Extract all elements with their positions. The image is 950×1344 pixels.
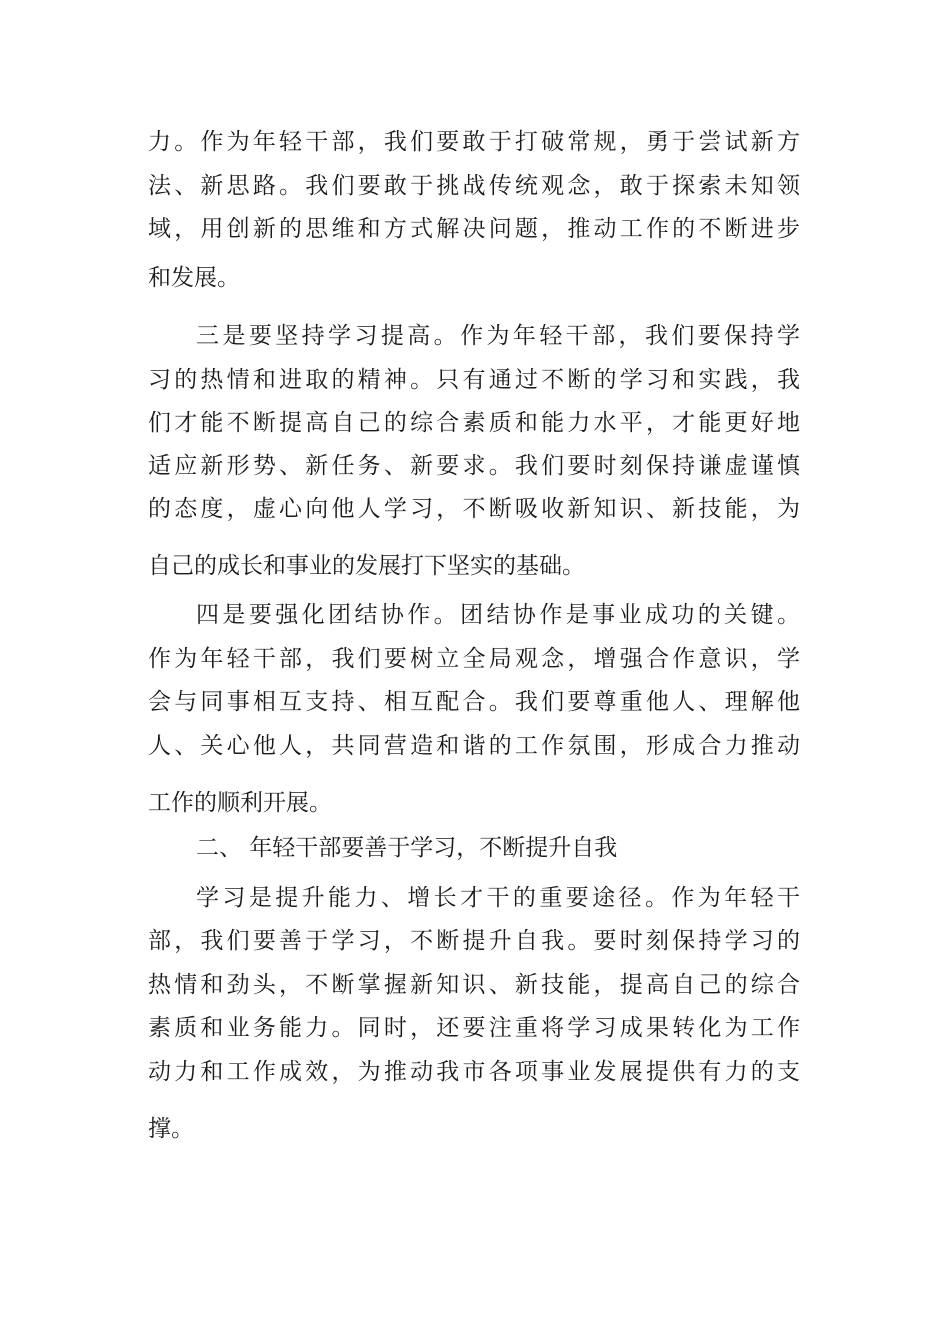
text-line: 撑。 [148, 1116, 194, 1142]
text-line: 人、关心他人，共同营造和谐的工作氛围，形成合力推动 [148, 733, 800, 759]
text-line: 适应新形势、新任务、新要求。我们要时刻保持谦虚谨慎 [148, 453, 800, 479]
text-line: 和发展。 [148, 265, 240, 291]
text-line: 作为年轻干部，我们要树立全局观念，增强合作意识，学 [148, 646, 800, 672]
text-line: 自己的成长和事业的发展打下坚实的基础。 [148, 553, 585, 579]
text-line: 的态度，虚心向他人学习，不断吸收新知识、新技能，为 [148, 496, 800, 522]
text-line: 工作的顺利开展。 [148, 790, 332, 816]
text-line: 会与同事相互支持、相互配合。我们要尊重他人、理解他 [148, 689, 800, 715]
text-line: 动力和工作成效，为推动我市各项事业发展提供有力的支 [148, 1059, 800, 1085]
text-line: 们才能不断提高自己的综合素质和能力水平，才能更好地 [148, 410, 800, 436]
paragraph-start-line: 学习是提升能力、增长才干的重要途径。作为年轻干 [196, 885, 800, 911]
text-line: 部，我们要善于学习，不断提升自我。要时刻保持学习的 [148, 928, 800, 954]
text-line: 习的热情和进取的精神。只有通过不断的学习和实践，我 [148, 367, 800, 393]
text-line: 热情和劲头，不断掌握新知识、新技能，提高自己的综合 [148, 972, 800, 998]
text-line: 域，用创新的思维和方式解决问题，推动工作的不断进步 [148, 216, 800, 242]
text-line: 素质和业务能力。同时，还要注重将学习成果转化为工作 [148, 1015, 800, 1041]
paragraph-start-line: 三是要坚持学习提高。作为年轻干部，我们要保持学 [196, 323, 800, 349]
text-line: 法、新思路。我们要敢于挑战传统观念，敢于探索未知领 [148, 173, 800, 199]
text-line: 力。作为年轻干部，我们要敢于打破常规，勇于尝试新方 [148, 129, 800, 155]
section-heading: 二、 年轻干部要善于学习，不断提升自我 [196, 835, 618, 861]
paragraph-start-line: 四是要强化团结协作。团结协作是事业成功的关键。 [196, 602, 800, 628]
